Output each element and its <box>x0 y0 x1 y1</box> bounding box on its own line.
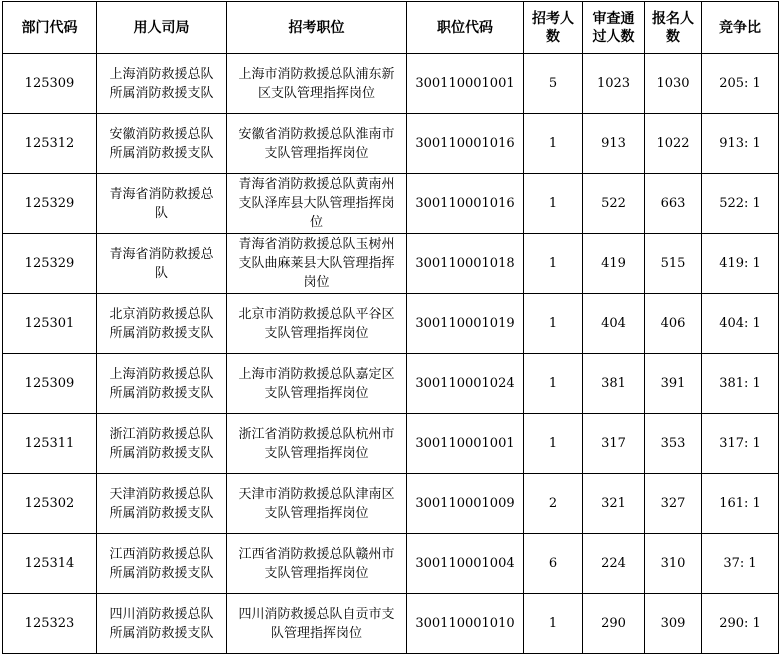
cell-employer: 青海省消防救援总队 <box>97 234 227 294</box>
header-employer: 用人司局 <box>97 2 227 54</box>
cell-dept-code: 125302 <box>3 474 97 534</box>
cell-recruit: 1 <box>524 234 583 294</box>
table-row <box>3 414 779 474</box>
cell-approved: 522 <box>583 174 645 234</box>
cell-position: 青海省消防救援总队黄南州支队泽库县大队管理指挥岗位 <box>227 174 407 234</box>
cell-approved: 321 <box>583 474 645 534</box>
table-row <box>3 354 779 414</box>
cell-position-code: 300110001010 <box>407 594 524 654</box>
cell-position: 天津市消防救援总队津南区支队管理指挥岗位 <box>227 474 407 534</box>
cell-ratio: 522: 1 <box>702 174 779 234</box>
cell-position: 上海市消防救援总队嘉定区支队管理指挥岗位 <box>227 354 407 414</box>
table-row <box>3 54 779 114</box>
cell-approved: 317 <box>583 414 645 474</box>
cell-position-code: 300110001016 <box>407 114 524 174</box>
cell-employer: 北京消防救援总队所属消防救援支队 <box>97 294 227 354</box>
cell-approved: 913 <box>583 114 645 174</box>
cell-applicants: 327 <box>645 474 702 534</box>
table-row <box>3 114 779 174</box>
table-row <box>3 174 779 234</box>
cell-approved: 404 <box>583 294 645 354</box>
cell-ratio: 290: 1 <box>702 594 779 654</box>
cell-recruit: 2 <box>524 474 583 534</box>
cell-position: 四川消防救援总队自贡市支队管理指挥岗位 <box>227 594 407 654</box>
cell-recruit: 1 <box>524 414 583 474</box>
header-row <box>3 2 779 54</box>
cell-ratio: 317: 1 <box>702 414 779 474</box>
cell-ratio: 913: 1 <box>702 114 779 174</box>
header-recruit-count: 招考人数 <box>524 2 583 54</box>
cell-applicants: 391 <box>645 354 702 414</box>
competition-table <box>2 1 779 654</box>
cell-employer: 天津消防救援总队所属消防救援支队 <box>97 474 227 534</box>
cell-position-code: 300110001018 <box>407 234 524 294</box>
table-row <box>3 294 779 354</box>
cell-employer: 上海消防救援总队所属消防救援支队 <box>97 354 227 414</box>
cell-ratio: 161: 1 <box>702 474 779 534</box>
cell-position: 青海省消防救援总队玉树州支队曲麻莱县大队管理指挥岗位 <box>227 234 407 294</box>
cell-approved: 224 <box>583 534 645 594</box>
table-row <box>3 594 779 654</box>
cell-dept-code: 125311 <box>3 414 97 474</box>
cell-dept-code: 125329 <box>3 234 97 294</box>
table-row <box>3 234 779 294</box>
cell-recruit: 1 <box>524 354 583 414</box>
cell-approved: 1023 <box>583 54 645 114</box>
cell-approved: 381 <box>583 354 645 414</box>
cell-employer: 江西消防救援总队所属消防救援支队 <box>97 534 227 594</box>
cell-applicants: 406 <box>645 294 702 354</box>
cell-position: 浙江省消防救援总队杭州市支队管理指挥岗位 <box>227 414 407 474</box>
cell-applicants: 353 <box>645 414 702 474</box>
cell-position: 安徽省消防救援总队淮南市支队管理指挥岗位 <box>227 114 407 174</box>
header-applicant-count: 报名人数 <box>645 2 702 54</box>
cell-recruit: 1 <box>524 174 583 234</box>
cell-position-code: 300110001019 <box>407 294 524 354</box>
cell-position: 北京市消防救援总队平谷区支队管理指挥岗位 <box>227 294 407 354</box>
cell-position: 上海市消防救援总队浦东新区支队管理指挥岗位 <box>227 54 407 114</box>
cell-ratio: 419: 1 <box>702 234 779 294</box>
cell-dept-code: 125309 <box>3 354 97 414</box>
header-position: 招考职位 <box>227 2 407 54</box>
cell-applicants: 309 <box>645 594 702 654</box>
cell-position-code: 300110001009 <box>407 474 524 534</box>
cell-applicants: 310 <box>645 534 702 594</box>
cell-position-code: 300110001001 <box>407 54 524 114</box>
cell-dept-code: 125329 <box>3 174 97 234</box>
cell-position-code: 300110001024 <box>407 354 524 414</box>
cell-recruit: 1 <box>524 114 583 174</box>
cell-position-code: 300110001016 <box>407 174 524 234</box>
cell-approved: 419 <box>583 234 645 294</box>
cell-recruit: 1 <box>524 294 583 354</box>
header-dept-code: 部门代码 <box>3 2 97 54</box>
cell-applicants: 663 <box>645 174 702 234</box>
cell-recruit: 6 <box>524 534 583 594</box>
cell-recruit: 5 <box>524 54 583 114</box>
cell-applicants: 1030 <box>645 54 702 114</box>
table-row <box>3 474 779 534</box>
cell-dept-code: 125309 <box>3 54 97 114</box>
cell-position-code: 300110001001 <box>407 414 524 474</box>
header-approved-count: 审查通过人数 <box>583 2 645 54</box>
cell-employer: 浙江消防救援总队所属消防救援支队 <box>97 414 227 474</box>
cell-applicants: 1022 <box>645 114 702 174</box>
cell-ratio: 404: 1 <box>702 294 779 354</box>
cell-recruit: 1 <box>524 594 583 654</box>
cell-employer: 青海省消防救援总队 <box>97 174 227 234</box>
cell-position-code: 300110001004 <box>407 534 524 594</box>
cell-employer: 上海消防救援总队所属消防救援支队 <box>97 54 227 114</box>
header-competition-ratio: 竞争比 <box>702 2 779 54</box>
cell-ratio: 37: 1 <box>702 534 779 594</box>
cell-ratio: 381: 1 <box>702 354 779 414</box>
cell-dept-code: 125312 <box>3 114 97 174</box>
cell-employer: 安徽消防救援总队所属消防救援支队 <box>97 114 227 174</box>
cell-position: 江西省消防救援总队赣州市支队管理指挥岗位 <box>227 534 407 594</box>
cell-dept-code: 125323 <box>3 594 97 654</box>
cell-approved: 290 <box>583 594 645 654</box>
table-row <box>3 534 779 594</box>
cell-dept-code: 125301 <box>3 294 97 354</box>
cell-dept-code: 125314 <box>3 534 97 594</box>
header-position-code: 职位代码 <box>407 2 524 54</box>
cell-employer: 四川消防救援总队所属消防救援支队 <box>97 594 227 654</box>
cell-applicants: 515 <box>645 234 702 294</box>
cell-ratio: 205: 1 <box>702 54 779 114</box>
